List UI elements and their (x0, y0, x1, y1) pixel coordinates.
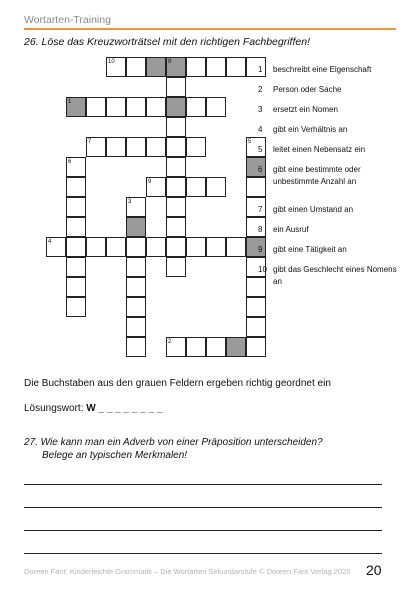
header-title: Wortarten-Training (24, 14, 111, 26)
crossword-cell[interactable] (246, 317, 266, 337)
clue-number: 1 (258, 65, 263, 74)
crossword-cell[interactable] (126, 97, 146, 117)
crossword-cell[interactable] (126, 297, 146, 317)
clue-text: leitet einen Nebensatz ein (273, 145, 366, 154)
crossword-cell[interactable] (206, 97, 226, 117)
crossword-cell[interactable] (166, 77, 186, 97)
clue-number: 8 (258, 225, 263, 234)
crossword-cell[interactable] (66, 217, 86, 237)
crossword-number: 2 (168, 339, 172, 345)
clue-number: 2 (258, 85, 263, 94)
crossword-cell[interactable] (186, 97, 206, 117)
clue-text: gibt eine Tätigkeit an (273, 245, 347, 254)
crossword-cell[interactable] (146, 237, 166, 257)
crossword-number: 1 (68, 99, 72, 105)
crossword-cell[interactable] (106, 237, 126, 257)
instruction-text: Die Buchstaben aus den grauen Feldern ergeben richtig geordnet ein (24, 378, 331, 389)
crossword-cell[interactable] (246, 337, 266, 357)
crossword-cell[interactable] (66, 197, 86, 217)
crossword-cell[interactable] (86, 97, 106, 117)
crossword-number: 8 (168, 59, 172, 65)
clue-text: gibt ein Verhältnis an (273, 125, 348, 134)
crossword-cell[interactable] (166, 257, 186, 277)
crossword-cell[interactable] (166, 177, 186, 197)
answer-line[interactable] (24, 484, 382, 485)
crossword-cell[interactable] (206, 57, 226, 77)
crossword-cell[interactable] (126, 137, 146, 157)
clue-number: 5 (258, 145, 263, 154)
crossword-cell[interactable] (186, 57, 206, 77)
crossword-cell[interactable] (66, 237, 86, 257)
clue-text: Person oder Sache (273, 85, 342, 94)
crossword-number: 4 (48, 239, 52, 245)
footer-copyright: Doreen Fant: Kinderleichte Grammatik – Die Wortarten Sekundarstufe © Doreen Fant Verlag 2020 (24, 567, 351, 576)
crossword-number: 5 (248, 139, 252, 145)
crossword-cell[interactable] (206, 177, 226, 197)
crossword-cell[interactable] (126, 237, 146, 257)
clue-text: ersetzt ein Nomen (273, 105, 338, 114)
crossword-cell[interactable] (126, 317, 146, 337)
crossword-cell[interactable] (126, 277, 146, 297)
task-26-title: 26. Löse das Kreuzworträtsel mit den richtigen Fachbegriffen! (24, 36, 310, 48)
crossword-number: 10 (108, 59, 115, 65)
crossword-cell[interactable] (126, 257, 146, 277)
answer-line[interactable] (24, 507, 382, 508)
crossword-cell[interactable] (166, 117, 186, 137)
crossword-number: 7 (88, 139, 92, 145)
crossword-cell[interactable] (226, 237, 246, 257)
crossword-cell[interactable] (186, 137, 206, 157)
clue-text: gibt das Geschlecht eines Nomens an (273, 265, 397, 286)
task-27-line2: Belege an typischen Merkmalen! (42, 450, 188, 461)
crossword-cell[interactable] (206, 337, 226, 357)
clue-number: 6 (258, 165, 263, 174)
crossword-cell[interactable] (166, 137, 186, 157)
crossword-cell[interactable] (146, 97, 166, 117)
crossword-cell-gray[interactable] (146, 57, 166, 77)
clue-text: beschreibt eine Eigenschaft (273, 65, 372, 74)
crossword-cell[interactable] (86, 237, 106, 257)
crossword-cell[interactable] (166, 157, 186, 177)
crossword-cell[interactable] (66, 257, 86, 277)
clue-number: 7 (258, 205, 263, 214)
crossword-cell[interactable] (106, 137, 126, 157)
solution-label: Lösungswort: (24, 403, 84, 414)
crossword-cell[interactable] (186, 177, 206, 197)
clue-number: 9 (258, 245, 263, 254)
crossword-cell[interactable] (166, 237, 186, 257)
crossword-cell-gray[interactable] (226, 337, 246, 357)
crossword-cell[interactable] (166, 197, 186, 217)
crossword-number: 3 (128, 199, 132, 205)
answer-line[interactable] (24, 530, 382, 531)
clue-text: ein Ausruf (273, 225, 309, 234)
answer-line[interactable] (24, 553, 382, 554)
crossword-cell[interactable] (246, 297, 266, 317)
crossword-cell-gray[interactable] (166, 97, 186, 117)
crossword-cell[interactable] (146, 137, 166, 157)
crossword-number: 6 (68, 159, 72, 165)
crossword-cell[interactable] (186, 237, 206, 257)
crossword-cell-gray[interactable] (126, 217, 146, 237)
crossword-cell[interactable] (226, 57, 246, 77)
crossword-number: 9 (148, 179, 152, 185)
crossword-cell[interactable] (106, 97, 126, 117)
crossword-cell[interactable] (186, 337, 206, 357)
solution-value[interactable]: W _ _ _ _ _ _ _ _ (86, 403, 163, 414)
crossword-cell[interactable] (66, 297, 86, 317)
crossword-cell[interactable] (206, 237, 226, 257)
page-header (24, 14, 396, 30)
crossword-cell[interactable] (126, 57, 146, 77)
clue-number: 10 (258, 265, 267, 274)
clue-text: gibt eine bestimmte oder unbestimmte Anzahl an (273, 165, 361, 186)
crossword-cell[interactable] (246, 277, 266, 297)
crossword-cell[interactable] (66, 177, 86, 197)
page-number: 20 (366, 562, 382, 578)
crossword-cell[interactable] (66, 277, 86, 297)
clue-number: 4 (258, 125, 263, 134)
crossword-cell[interactable] (166, 217, 186, 237)
crossword-cell[interactable] (126, 337, 146, 357)
clue-number: 3 (258, 105, 263, 114)
clue-text: gibt einen Umstand an (273, 205, 354, 214)
task-27-line1: 27. Wie kann man ein Adverb von einer Präposition unterscheiden? (24, 437, 323, 448)
crossword-cell[interactable] (246, 177, 266, 197)
task-27 (24, 436, 396, 462)
solution-line (24, 403, 162, 414)
